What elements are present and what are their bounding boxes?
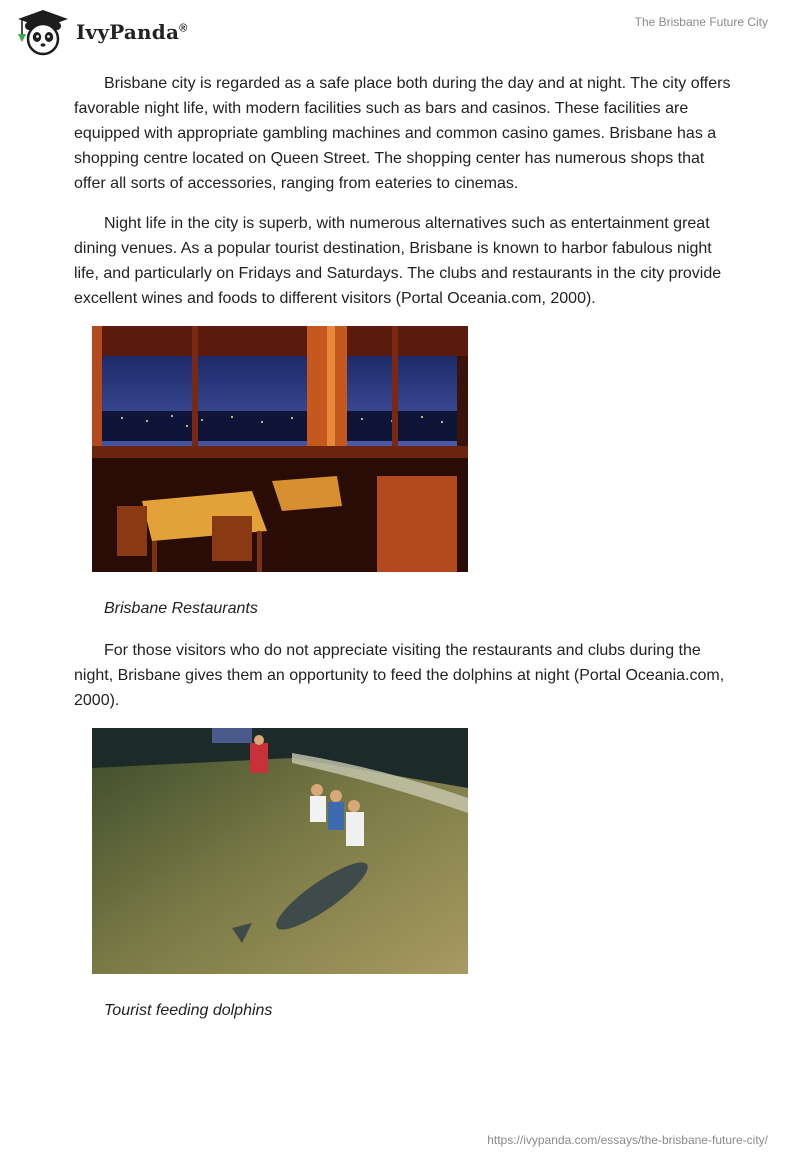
dolphin-photo <box>92 728 468 974</box>
paragraph: Brisbane city is regarded as a safe place both during the day and at night. The city offers favorable night life, with modern facilities such as bars and casinos. These facilities are equipped with appropriate gambling machines and common casino games. Brisbane has a shopping centre located on Queen Street. The shopping center has numerous shops that offer all sorts of accessories, ranging from eateries to cinemas. <box>74 75 731 192</box>
panda-graduate-icon <box>14 8 72 56</box>
restaurant-photo <box>92 326 468 572</box>
essay-content <box>74 71 734 1040</box>
page-header <box>0 0 800 60</box>
source-url-link[interactable]: https://ivypanda.com/essays/the-brisbane-future-city/ <box>487 1133 768 1147</box>
document-title: The Brisbane Future City <box>634 15 768 29</box>
paragraph: For those visitors who do not appreciate visiting the restaurants and clubs during the night, Brisbane gives them an opportunity to feed the dolphins at night (Portal Oceania.com, 2000). <box>74 642 725 709</box>
brand-name: IvyPanda® <box>76 20 188 44</box>
figure-caption: Tourist feeding dolphins <box>104 1002 273 1019</box>
paragraph: Night life in the city is superb, with numerous alternatives such as entertainment great dining venues. As a popular tourist destination, Brisbane is known to harbor fabulous night life, and particularly on Fridays and Saturdays. The clubs and restaurants in the city provide excellent wines and foods to different visitors (Portal Oceania.com, 2000). <box>74 215 722 307</box>
ivypanda-logo[interactable] <box>14 8 187 56</box>
figure-caption: Brisbane Restaurants <box>104 600 258 617</box>
